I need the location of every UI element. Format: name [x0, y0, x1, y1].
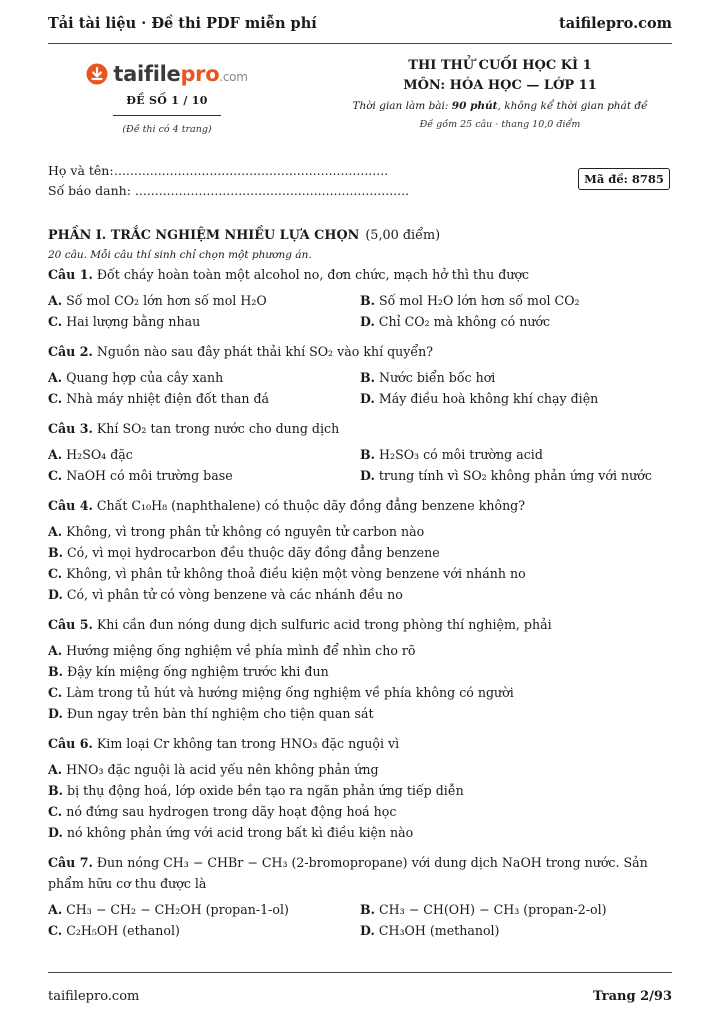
option-text: Số mol H₂O lớn hơn số mol CO₂	[379, 293, 580, 308]
question-1	[48, 264, 672, 332]
option-letter: A.	[48, 524, 63, 539]
option-text: bị thụ động hoá, lớp oxide bền tạo ra ngăn phản ứng tiếp diễn	[67, 783, 464, 798]
option-letter: B.	[360, 447, 376, 462]
q5-number: Câu 5.	[48, 617, 93, 632]
q6-option-b[interactable]	[48, 780, 672, 801]
option-letter: B.	[360, 293, 376, 308]
exam-time-suffix: , không kể thời gian phát đề	[497, 100, 648, 112]
q1-number: Câu 1.	[48, 267, 93, 282]
option-text: Số mol CO₂ lớn hơn số mol H₂O	[66, 293, 267, 308]
option-letter: B.	[360, 902, 376, 917]
exam-content	[48, 226, 672, 941]
option-letter: B.	[48, 545, 64, 560]
name-field[interactable]: .....................................................................	[114, 163, 389, 178]
option-text: C₂H₅OH (ethanol)	[66, 923, 180, 938]
logo-main: taifile	[113, 62, 181, 86]
option-text: Quang hợp của cây xanh	[66, 370, 224, 385]
option-letter: A.	[48, 902, 63, 917]
option-letter: C.	[48, 685, 63, 700]
option-letter: C.	[48, 566, 63, 581]
q3-option-d[interactable]	[360, 465, 672, 486]
option-text: nó không phản ứng với acid trong bất kì điều kiện nào	[66, 825, 414, 840]
option-text: Có, vì mọi hydrocarbon đều thuộc dãy đồng đẳng benzene	[67, 545, 440, 560]
q3-text: Khí SO₂ tan trong nước cho dung dịch	[96, 421, 340, 436]
question-3	[48, 418, 672, 486]
option-text: Không, vì trong phân tử không có nguyên tử carbon nào	[66, 524, 425, 539]
q5-option-c[interactable]	[48, 682, 672, 703]
q7-option-d[interactable]	[360, 920, 672, 941]
option-text: trung tính vì SO₂ không phản ứng với nước	[378, 468, 652, 483]
exam-left-block	[48, 58, 286, 135]
option-text: Làm trong tủ hút và hướng miệng ống nghiệm về phía không có người	[66, 685, 514, 700]
part1-title-text: PHẦN I. TRẮC NGHIỆM NHIỀU LỰA CHỌN	[48, 228, 360, 243]
footer-site: taifilepro.com	[48, 988, 140, 1004]
q5-option-d[interactable]	[48, 703, 672, 724]
option-letter: A.	[48, 370, 63, 385]
option-text: CH₃ − CH₂ − CH₂OH (propan-1-ol)	[66, 902, 289, 917]
exam-pages-note: (Đề thi có 4 trang)	[122, 124, 212, 135]
q2-option-d[interactable]	[360, 388, 672, 409]
page-number: Trang 2/93	[593, 988, 672, 1004]
q6-option-d[interactable]	[48, 822, 672, 843]
q7-option-c[interactable]	[48, 920, 360, 941]
q7-number: Câu 7.	[48, 855, 93, 870]
option-letter: D.	[360, 391, 375, 406]
exam-code-box: Mã đề: 8785	[578, 168, 670, 190]
option-text: Chỉ CO₂ mà không có nước	[378, 314, 551, 329]
option-letter: D.	[360, 923, 375, 938]
option-letter: C.	[48, 468, 63, 483]
option-text: Nước biển bốc hơi	[379, 370, 496, 385]
option-letter: C.	[48, 804, 63, 819]
q6-option-c[interactable]	[48, 801, 672, 822]
q4-option-c[interactable]	[48, 563, 672, 584]
q7-text: Đun nóng CH₃ − CHBr − CH₃ (2-bromopropane) với dung dịch NaOH trong nước. Sản phẩm hữu cơ thu được là	[48, 855, 648, 891]
q3-number: Câu 3.	[48, 421, 93, 436]
logo-wordmark	[113, 62, 247, 86]
q2-text: Nguồn nào sau đây phát thải khí SO₂ vào khí quyển?	[96, 344, 433, 359]
option-text: Có, vì phân tử có vòng benzene và các nhánh đều no	[66, 587, 403, 602]
option-letter: D.	[48, 825, 63, 840]
id-field[interactable]: .....................................................................	[134, 183, 410, 198]
q2-option-a[interactable]	[48, 367, 360, 388]
student-info	[48, 161, 409, 201]
header-divider	[48, 43, 672, 44]
question-6	[48, 733, 672, 843]
exam-subject: MÔN: HÓA HỌC — LỚP 11	[403, 78, 597, 93]
footer-divider	[48, 972, 672, 973]
part1-title	[48, 226, 672, 246]
exam-time-prefix: Thời gian làm bài:	[352, 100, 452, 112]
q1-option-c[interactable]	[48, 311, 360, 332]
option-text: CH₃ − CH(OH) − CH₃ (propan-2-ol)	[379, 902, 607, 917]
page-footer	[48, 986, 672, 1006]
q3-option-b[interactable]	[360, 444, 672, 465]
option-letter: B.	[360, 370, 376, 385]
option-text: HNO₃ đặc nguội là acid yếu nên không phản ứng	[66, 762, 379, 777]
option-letter: D.	[48, 706, 63, 721]
part1-points: (5,00 điểm)	[365, 228, 441, 243]
q3-option-a[interactable]	[48, 444, 360, 465]
q4-option-b[interactable]	[48, 542, 672, 563]
option-text: Máy điều hoà không khí chạy điện	[378, 391, 599, 406]
option-text: Không, vì phân tử không thoả điều kiện một vòng benzene với nhánh no	[66, 566, 526, 581]
option-text: Nhà máy nhiệt điện đốt than đá	[66, 391, 270, 406]
option-text: nó đứng sau hydrogen trong dãy hoạt động hoá học	[66, 804, 397, 819]
q5-text: Khi cần đun nóng dung dịch sulfuric acid trong phòng thí nghiệm, phải	[96, 617, 552, 632]
option-text: H₂SO₄ đặc	[66, 447, 133, 462]
q4-text: Chất C₁₀H₈ (naphthalene) có thuộc dãy đồng đẳng benzene không?	[96, 498, 525, 513]
q4-number: Câu 4.	[48, 498, 93, 513]
exam-right-block	[330, 56, 670, 134]
option-text: Đun ngay trên bàn thí nghiệm cho tiện quan sát	[66, 706, 374, 721]
question-2	[48, 341, 672, 409]
logo-accent: pro	[180, 62, 220, 86]
q7-option-b[interactable]	[360, 899, 672, 920]
header-left-text: Tải tài liệu · Đề thi PDF miễn phí	[48, 14, 317, 32]
q6-text: Kim loại Cr không tan trong HNO₃ đặc nguội vì	[96, 736, 400, 751]
q6-option-a[interactable]	[48, 759, 672, 780]
exam-time-value: 90 phút	[451, 100, 498, 112]
id-label: Số báo danh:	[48, 183, 131, 198]
option-letter: D.	[360, 314, 375, 329]
option-letter: A.	[48, 762, 63, 777]
option-letter: A.	[48, 293, 63, 308]
q2-option-b[interactable]	[360, 367, 672, 388]
exam-title: THI THỬ CUỐI HỌC KÌ 1	[408, 58, 592, 73]
q6-number: Câu 6.	[48, 736, 93, 751]
part1-note: 20 câu. Mỗi câu thí sinh chỉ chọn một phương án.	[48, 249, 312, 261]
option-text: CH₃OH (methanol)	[378, 923, 500, 938]
q5-option-b[interactable]	[48, 661, 672, 682]
option-letter: C.	[48, 314, 63, 329]
q3-option-c[interactable]	[48, 465, 360, 486]
name-label: Họ và tên:	[48, 163, 114, 178]
q1-option-d[interactable]	[360, 311, 672, 332]
q2-number: Câu 2.	[48, 344, 93, 359]
question-4	[48, 495, 672, 605]
exam-number: ĐỀ SỐ 1 / 10	[126, 94, 208, 107]
q4-option-a[interactable]	[48, 521, 672, 542]
option-text: Hướng miệng ống nghiệm về phía mình để nhìn cho rõ	[66, 643, 416, 658]
option-letter: D.	[360, 468, 375, 483]
exam-question-count: Đề gồm 25 câu · thang 10,0 điểm	[419, 119, 581, 130]
site-logo	[48, 58, 286, 90]
option-letter: C.	[48, 391, 63, 406]
q7-option-a[interactable]	[48, 899, 360, 920]
top-header	[48, 10, 672, 36]
q5-option-a[interactable]	[48, 640, 672, 661]
exam-number-rule	[113, 115, 221, 116]
q1-option-a[interactable]	[48, 290, 360, 311]
header-right-text: taifilepro.com	[559, 14, 672, 32]
option-letter: C.	[48, 923, 63, 938]
option-letter: A.	[48, 643, 63, 658]
option-letter: B.	[48, 783, 64, 798]
option-text: Hai lượng bằng nhau	[66, 314, 201, 329]
option-letter: B.	[48, 664, 64, 679]
download-circle-icon	[86, 63, 108, 85]
q1-option-b[interactable]	[360, 290, 672, 311]
option-letter: A.	[48, 447, 63, 462]
question-5	[48, 614, 672, 724]
q2-option-c[interactable]	[48, 388, 360, 409]
q1-text: Đốt cháy hoàn toàn một alcohol no, đơn chức, mạch hở thì thu được	[96, 267, 530, 282]
option-letter: D.	[48, 587, 63, 602]
q4-option-d[interactable]	[48, 584, 672, 605]
logo-suffix: .com	[219, 70, 248, 84]
question-7	[48, 852, 672, 941]
option-text: Đậy kín miệng ống nghiệm trước khi đun	[67, 664, 329, 679]
option-text: NaOH có môi trường base	[66, 468, 233, 483]
option-text: H₂SO₃ có môi trường acid	[379, 447, 543, 462]
exam-time	[330, 96, 670, 116]
